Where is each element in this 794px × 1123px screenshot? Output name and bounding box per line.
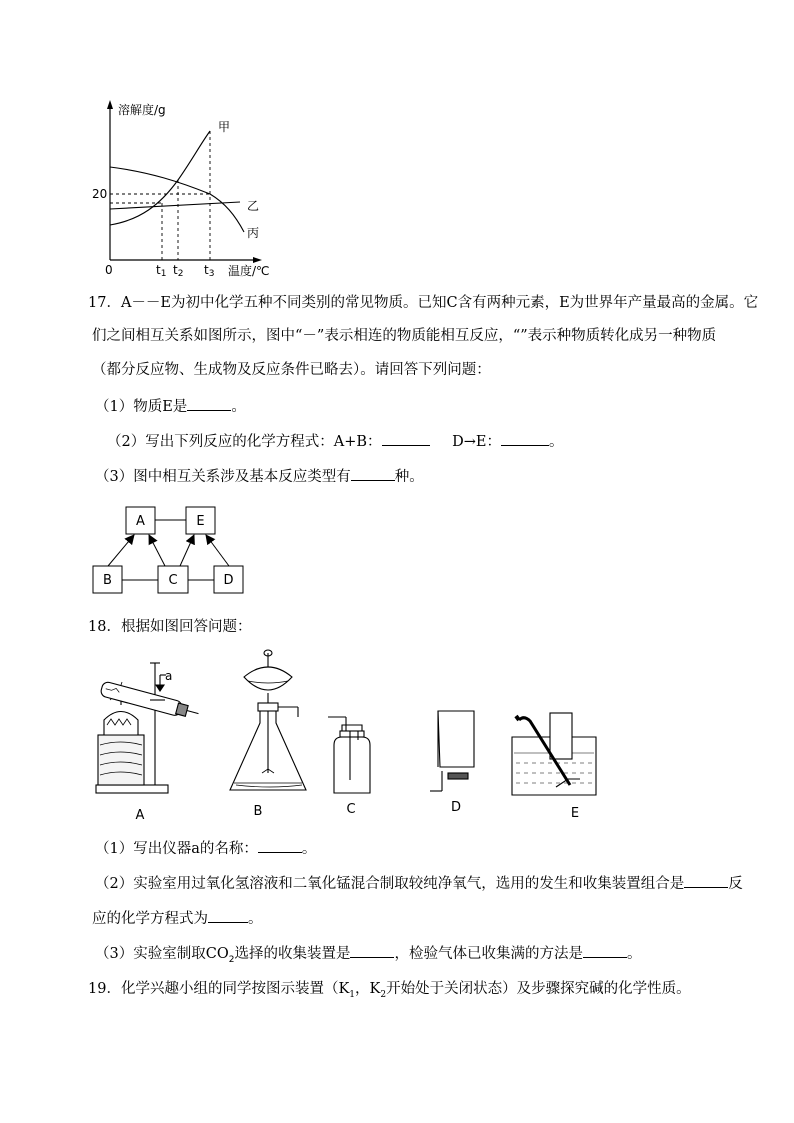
q17-sub2: （2）写出下列反应的化学方程式：A+B： D→E： 。: [107, 431, 564, 452]
apparatus-d: [430, 711, 474, 791]
arrow-c-e: [180, 535, 194, 566]
x-axis-arrow: [253, 257, 262, 263]
y-tick-20: 20: [92, 187, 108, 201]
x-axis-label: 温度/℃: [228, 264, 270, 278]
y-axis-arrow: [107, 100, 113, 109]
q17-line3: （都分反应物、生成物及反应条件已略去）。请回答下列问题：: [92, 362, 491, 378]
solubility-chart: [0, 0, 794, 290]
answer-blank[interactable]: [258, 838, 302, 853]
q18-sub3: （3）实验室制取$CO_2$选择的收集装置是 ，检验气体已收集满的方法是 。: [95, 943, 641, 970]
q17-line1: 17．A－－E为初中化学五种不同类别的常见物质。已知C含有两种元素，E为世界年产量最高的金属。它: [88, 295, 759, 311]
answer-blank[interactable]: [501, 431, 549, 446]
arrow-c-a: [149, 535, 165, 566]
x-tick-t2: t2: [173, 263, 184, 279]
apparatus-e: [512, 713, 596, 795]
origin-label: 0: [105, 263, 113, 277]
q18-sub2-line1: （2）实验室用过氧化氢溶液和二氧化锰混合制取较纯净氧气，选用的发生和收集装置组合是 反: [95, 873, 743, 894]
x-tick-t3: t3: [204, 263, 215, 279]
q18-sub2-line2: 应的化学方程式为 。: [92, 908, 263, 929]
relation-diagram: [0, 500, 794, 600]
x-tick-t1: t1: [156, 263, 167, 279]
answer-blank[interactable]: [382, 431, 430, 446]
node-b: [93, 566, 122, 593]
answer-blank[interactable]: [187, 396, 231, 411]
series-label-yi: 乙: [247, 199, 260, 213]
apparatus-a: [96, 663, 200, 793]
node-c: [158, 566, 188, 593]
svg-text:A: A: [136, 514, 145, 529]
q17-sub3: （3）图中相互关系涉及基本反应类型有 种。: [95, 466, 424, 487]
apparatus-c: [328, 717, 370, 793]
arrow-d-e: [206, 535, 229, 566]
answer-blank[interactable]: [208, 908, 248, 923]
answer-blank[interactable]: [684, 873, 728, 888]
answer-blank[interactable]: [350, 943, 394, 958]
svg-text:E: E: [196, 514, 205, 529]
node-a: [126, 507, 155, 534]
node-e: [186, 507, 215, 534]
apparatus-label-e: E: [570, 806, 580, 821]
q19-stem: 19．化学兴趣小组的同学按图示装置（$K_1$，$K_2$开始处于关闭状态）及步骤探究碱的化学性质。: [88, 981, 691, 1000]
arrow-right-icon: →: [463, 434, 476, 450]
arrow-b-a: [108, 535, 134, 566]
answer-blank[interactable]: [583, 943, 627, 958]
apparatus-b: [230, 650, 306, 790]
y-axis-label: 溶解度/g: [118, 103, 166, 117]
apparatus-label-b: B: [253, 804, 263, 819]
pointer-label-a: a: [165, 669, 173, 683]
svg-text:C: C: [168, 573, 178, 588]
svg-text:B: B: [103, 573, 112, 588]
answer-blank[interactable]: [351, 466, 395, 481]
curve-bing: [110, 167, 244, 232]
q18-sub1: （1）写出仪器a的名称： 。: [95, 838, 316, 859]
q17-sub1: （1）物质E是 。: [95, 396, 246, 417]
q18-stem: 18．根据如图回答问题：: [88, 619, 252, 635]
series-label-jia: 甲: [218, 120, 231, 134]
q17-line2: 们之间相互关系如图所示，图中“－”表示相连的物质能相互反应，“”表示种物质转化成另一种物质: [92, 328, 717, 344]
apparatus-figure: [0, 645, 794, 825]
curve-jia: [110, 131, 210, 225]
series-label-bing: 丙: [247, 226, 260, 240]
apparatus-label-c: C: [346, 802, 356, 817]
node-d: [214, 566, 243, 593]
apparatus-label-d: D: [450, 800, 462, 815]
svg-text:D: D: [223, 573, 234, 588]
apparatus-label-a: A: [135, 808, 145, 823]
